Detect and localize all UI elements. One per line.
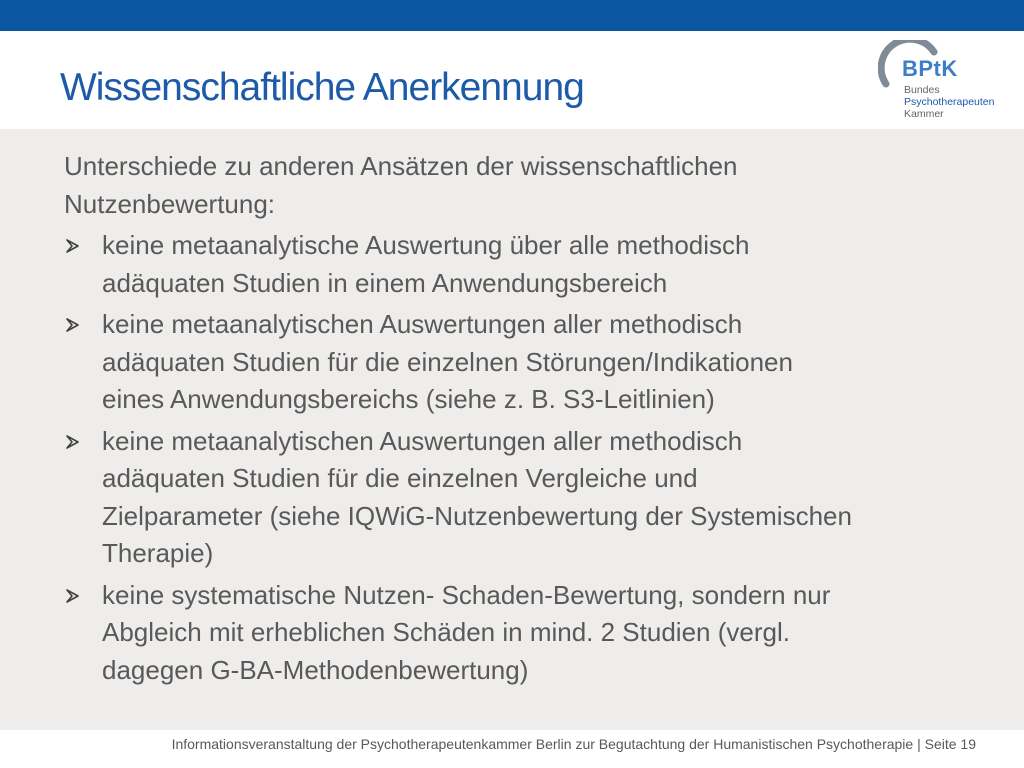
intro-line: Unterschiede zu anderen Ansätzen der wissenschaftlichen [64, 151, 738, 181]
bullet-list [64, 227, 964, 689]
arrow-bullet-icon [66, 589, 84, 603]
bullet-item [64, 306, 964, 419]
arrow-bullet-icon [66, 239, 84, 253]
intro-paragraph [64, 148, 964, 223]
bullet-item [64, 577, 964, 690]
bullet-line: keine metaanalytischen Auswertungen aller methodisch [102, 425, 743, 456]
arrow-bullet-icon [66, 318, 84, 332]
logo-abbreviation: BPtK [902, 56, 958, 81]
logo-line-bundes: Bundes [904, 84, 940, 96]
bullet-line: adäquaten Studien für die einzelnen Vergleiche und [102, 463, 698, 493]
bullet-line: adäquaten Studien in einem Anwendungsbereich [102, 267, 668, 298]
intro-line: Nutzenbewertung: [64, 188, 276, 219]
slide-body [64, 148, 964, 693]
bullet-line: adäquaten Studien für die einzelnen Störungen/Indikationen [102, 346, 793, 377]
bullet-line: dagegen G-BA-Methodenbewertung) [102, 654, 529, 685]
bullet-line: keine systematische Nutzen- Schaden-Bewertung, sondern nur [102, 579, 831, 610]
bullet-line: eines Anwendungsbereichs (siehe z. B. S3-Leitlinien) [102, 384, 715, 414]
bptk-logo [878, 40, 1008, 122]
bullet-line: Abgleich mit erheblichen Schäden in mind. 2 Studien (vergl. [102, 617, 790, 647]
arrow-bullet-icon [66, 435, 84, 449]
logo-line-psychotherapeuten: Psychotherapeuten [904, 96, 995, 108]
footer-text: Informationsveranstaltung der Psychotherapeutenkammer Berlin zur Begutachtung der Humanistischen Psychotherapie | Seite 19 [171, 736, 976, 752]
bullet-line: keine metaanalytische Auswertung über alle methodisch [102, 230, 750, 260]
bullet-item [64, 423, 964, 573]
bullet-line: keine metaanalytischen Auswertungen aller methodisch [102, 309, 743, 339]
bullet-line: Zielparameter (siehe IQWiG-Nutzenbewertung der Systemischen [102, 500, 852, 531]
slide-title: Wissenschaftliche Anerkennung [60, 66, 584, 109]
top-color-bar [0, 0, 1024, 31]
bullet-item [64, 227, 964, 302]
bullet-line: Therapie) [102, 538, 214, 568]
logo-line-kammer: Kammer [904, 108, 944, 120]
